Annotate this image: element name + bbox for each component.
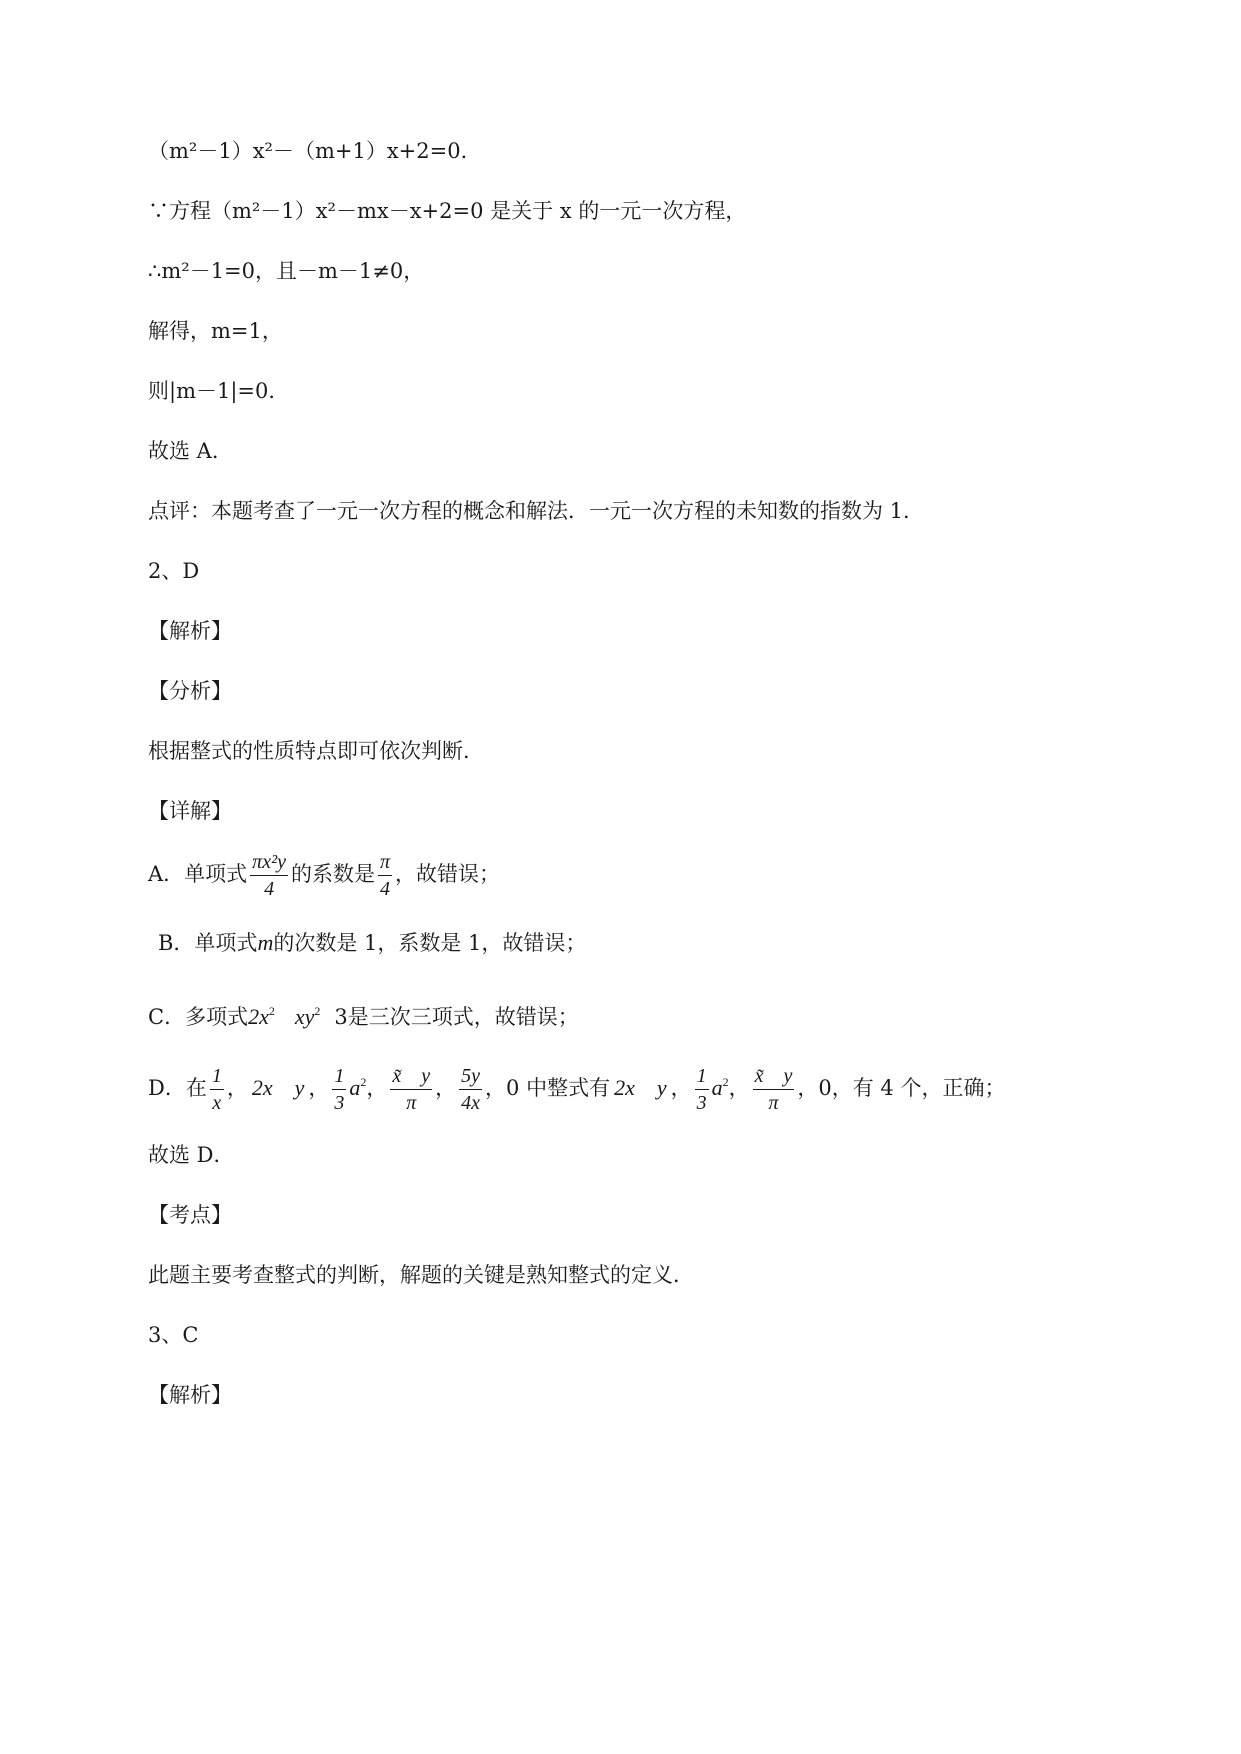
option-d-suffix: ，0，有 4 个，正确； — [797, 1076, 1006, 1100]
fraction-denominator: x — [212, 1092, 222, 1114]
comment-line: 点评：本题考查了一元一次方程的概念和解法．一元一次方程的未知数的指数为 1． — [148, 499, 925, 523]
fraction-denominator: 3 — [334, 1092, 345, 1114]
math-fraction — [378, 852, 392, 899]
fraction-numerator: 1 — [332, 1066, 346, 1090]
text-line: ∵方程（m²－1）x²－mx－x+2=0 是关于 x 的一元一次方程， — [148, 199, 747, 223]
section-heading-exam-point: 【考点】 — [148, 1203, 232, 1227]
text-line: 则|m－1|=0． — [148, 379, 290, 403]
option-d-prefix: D．在 — [148, 1076, 207, 1100]
fraction-denominator: π — [406, 1092, 417, 1114]
fraction-numerator: π — [378, 852, 392, 876]
question-answer: 2、D — [148, 559, 200, 583]
term-text: a — [711, 1075, 723, 1100]
option-c-suffix: 是三次三项式，故错误； — [347, 1005, 579, 1029]
math-term: 2x y — [614, 1075, 667, 1100]
option-b — [158, 928, 586, 958]
math-fraction — [210, 1066, 224, 1113]
math-fraction — [250, 852, 288, 899]
text-line: 此题主要考查整式的判断，解题的关键是熟知整式的定义． — [148, 1263, 694, 1287]
math-fraction — [753, 1066, 795, 1113]
term-text: a — [349, 1075, 361, 1100]
text-line: （m²－1）x²－（m+1）x+2=0． — [148, 139, 482, 163]
math-fraction — [390, 1066, 432, 1113]
option-b-prefix: B．单项式 — [158, 931, 258, 955]
fraction-denominator: 4 — [379, 878, 390, 900]
math-term: 2x y — [251, 1075, 305, 1100]
term-text: 2x — [248, 1004, 269, 1029]
math-fraction — [459, 1066, 482, 1113]
fraction-numerator: πx²y — [250, 852, 288, 876]
fraction-numerator: x̃ y — [753, 1066, 795, 1090]
option-b-suffix: 的次数是 1，系数是 1，故错误； — [273, 931, 587, 955]
math-term: $a^2$ — [711, 1075, 729, 1100]
option-a-mid: 的系数是 — [290, 862, 375, 886]
question-answer: 3、C — [148, 1323, 199, 1347]
text-line: 解得，m=1， — [148, 319, 283, 343]
section-heading-breakdown: 【分析】 — [148, 679, 232, 703]
text-line: 故选 D． — [148, 1143, 235, 1167]
section-heading-analysis: 【解析】 — [148, 1383, 232, 1407]
option-c — [148, 996, 579, 1032]
fraction-denominator: 3 — [696, 1092, 707, 1114]
option-d: D．在 $\frac{1}{x}$ ， 2x y ， $\frac{1}{3}$ $a^2$， $\frac{x̃ y}{\pi}$ ， $\frac{5y}{4x}$ ，0 中整式有 2x y ， $\frac{1}{3}$ $a^2$， $\frac{x̃ y}{\pi}$ ，0，有 4 个，正确； — [148, 1065, 1006, 1114]
text-line: 故选 A． — [148, 439, 233, 463]
fraction-numerator: x̃ y — [390, 1066, 432, 1090]
option-a — [148, 852, 500, 899]
option-c-prefix: C．多项式 — [148, 1005, 249, 1029]
text-line: ∴m²－1=0，且－m－1≠0， — [148, 259, 425, 283]
fraction-denominator: 4x — [461, 1092, 481, 1114]
fraction-numerator: 5y — [459, 1066, 482, 1090]
math-term: $a^2$ — [349, 1075, 367, 1100]
option-a-suffix: ，故错误； — [394, 862, 500, 886]
math-term: $2x^2$ — [248, 1004, 275, 1029]
section-heading-detail: 【详解】 — [148, 799, 232, 823]
math-variable: m — [257, 930, 274, 955]
term-text: xy — [294, 1004, 315, 1029]
math-term: 3 — [334, 1005, 348, 1029]
math-fraction — [332, 1066, 346, 1113]
option-a-prefix: A．单项式 — [148, 862, 248, 886]
fraction-denominator: π — [768, 1092, 779, 1114]
math-fraction — [695, 1066, 709, 1113]
fraction-denominator: 4 — [264, 878, 275, 900]
option-d-mid: ，0 中整式有 — [485, 1076, 611, 1100]
section-heading-analysis: 【解析】 — [148, 619, 232, 643]
math-term: $xy^2$ — [294, 1004, 321, 1029]
fraction-numerator: 1 — [210, 1066, 224, 1090]
text-line: 根据整式的性质特点即可依次判断． — [148, 739, 484, 763]
fraction-numerator: 1 — [695, 1066, 709, 1090]
